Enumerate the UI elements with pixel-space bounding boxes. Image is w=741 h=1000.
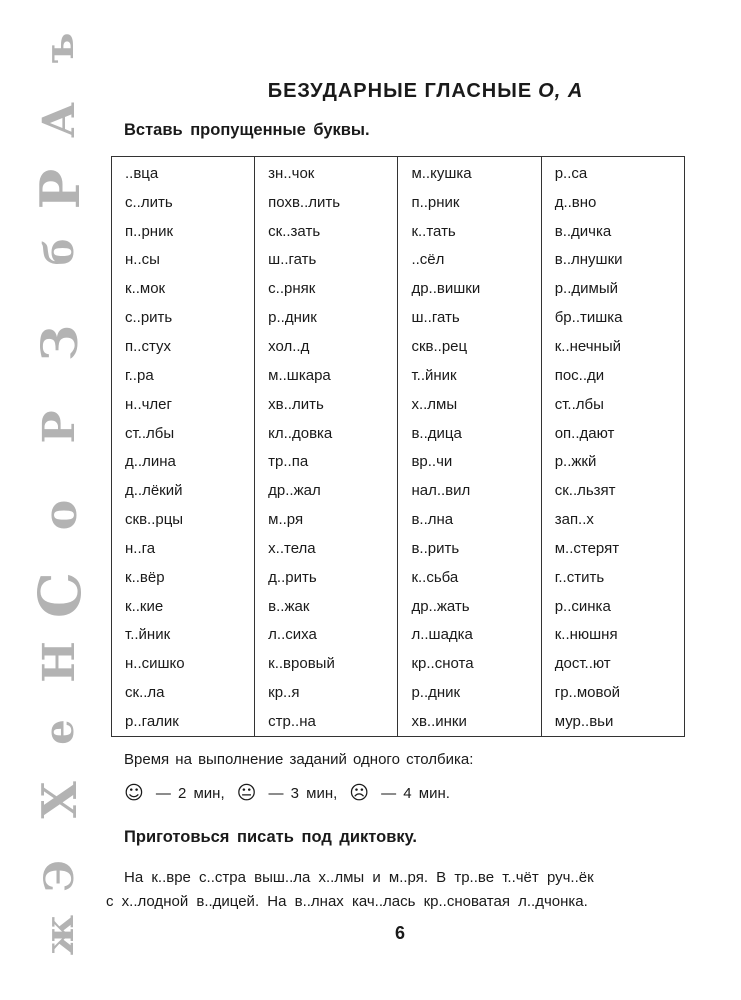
word-cell: в..лнушки <box>541 246 684 275</box>
word-cell: бр..тишка <box>541 303 684 332</box>
word-cell: р..са <box>541 157 684 188</box>
word-cell: дост..ют <box>541 649 684 678</box>
word-cell: м..кушка <box>398 157 541 188</box>
word-cell: ст..лбы <box>541 390 684 419</box>
word-cell: в..лна <box>398 505 541 534</box>
word-cell: хв..инки <box>398 707 541 736</box>
word-cell: в..жак <box>255 592 398 621</box>
word-cell: к..вровый <box>255 649 398 678</box>
word-cell: скв..рцы <box>112 505 255 534</box>
timing-value: — 3 мин, <box>268 784 338 802</box>
word-row <box>112 707 685 736</box>
word-cell: нал..вил <box>398 476 541 505</box>
word-cell: зап..х <box>541 505 684 534</box>
word-row <box>112 390 685 419</box>
word-cell: с..лить <box>112 188 255 217</box>
decor-letter: ж <box>36 914 83 956</box>
word-cell: р..дник <box>398 678 541 707</box>
decor-letter: о <box>33 499 87 531</box>
word-row <box>112 419 685 448</box>
word-cell: к..кие <box>112 592 255 621</box>
timing-row <box>124 782 462 804</box>
title-letters: О, А <box>538 80 584 102</box>
word-row <box>112 505 685 534</box>
word-row <box>112 361 685 390</box>
word-cell: кл..довка <box>255 419 398 448</box>
decor-letter: Р <box>34 410 85 444</box>
word-row <box>112 649 685 678</box>
word-row <box>112 621 685 650</box>
word-cell: с..рняк <box>255 274 398 303</box>
word-cell: р..жкй <box>541 447 684 476</box>
word-row <box>112 217 685 246</box>
word-cell: вр..чи <box>398 447 541 476</box>
decor-letter: е <box>36 719 83 745</box>
word-cell: м..ря <box>255 505 398 534</box>
word-cell: др..жать <box>398 592 541 621</box>
word-cell: кр..снота <box>398 649 541 678</box>
word-cell: т..йник <box>398 361 541 390</box>
word-cell: др..жал <box>255 476 398 505</box>
word-row <box>112 534 685 563</box>
word-cell: л..шадка <box>398 621 541 650</box>
dictation-text <box>106 866 666 914</box>
decorative-alphabet-strip <box>0 0 100 1000</box>
word-cell: ст..лбы <box>112 419 255 448</box>
word-row <box>112 246 685 275</box>
timing-value: — 2 мин, <box>155 784 225 802</box>
word-cell: тр..па <box>255 447 398 476</box>
word-cell: к..тать <box>398 217 541 246</box>
word-cell: в..дица <box>398 419 541 448</box>
dictation-line: с х..лодной в..дицей. На в..лнах кач..лась кр..сноватая л..дчонка. <box>106 893 588 910</box>
word-cell: ..сёл <box>398 246 541 275</box>
word-row <box>112 678 685 707</box>
word-cell: стр..на <box>255 707 398 736</box>
word-cell: к..мок <box>112 274 255 303</box>
decor-letter: З <box>30 324 89 362</box>
word-cell: н..сы <box>112 246 255 275</box>
word-cell: похв..лить <box>255 188 398 217</box>
word-cell: мур..вьи <box>541 707 684 736</box>
word-row <box>112 592 685 621</box>
word-cell: д..вно <box>541 188 684 217</box>
word-cell: ..вца <box>112 157 255 188</box>
word-cell: ш..гать <box>398 303 541 332</box>
word-cell: ск..зать <box>255 217 398 246</box>
word-cell: к..нечный <box>541 332 684 361</box>
decor-letter: С <box>26 571 94 619</box>
decor-letter: Э <box>36 860 83 892</box>
word-cell: хв..лить <box>255 390 398 419</box>
word-cell: ск..ла <box>112 678 255 707</box>
word-row <box>112 303 685 332</box>
word-cell: к..вёр <box>112 563 255 592</box>
word-cell: р..синка <box>541 592 684 621</box>
word-row <box>112 274 685 303</box>
word-row <box>112 188 685 217</box>
word-cell: кр..я <box>255 678 398 707</box>
decor-letter: Р <box>28 168 92 210</box>
word-cell: зн..чок <box>255 157 398 188</box>
word-cell: п..рник <box>112 217 255 246</box>
word-cell: н..сишко <box>112 649 255 678</box>
word-cell: в..рить <box>398 534 541 563</box>
decor-letter: А <box>34 102 85 138</box>
word-cell: т..йник <box>112 621 255 650</box>
word-row <box>112 476 685 505</box>
word-cell: м..шкара <box>255 361 398 390</box>
word-cell: д..лёкий <box>112 476 255 505</box>
word-row <box>112 563 685 592</box>
word-row <box>112 447 685 476</box>
word-cell: с..рить <box>112 303 255 332</box>
word-cell: д..лина <box>112 447 255 476</box>
word-cell: п..рник <box>398 188 541 217</box>
word-table <box>111 156 685 737</box>
word-cell: к..сьба <box>398 563 541 592</box>
word-cell: оп..дают <box>541 419 684 448</box>
word-cell: ш..гать <box>255 246 398 275</box>
page-title: БЕЗУДАРНЫЕ ГЛАСНЫЕ О, А <box>267 80 584 102</box>
dictation-heading: Приготовься писать под диктовку. <box>124 828 417 846</box>
word-cell: н..члег <box>112 390 255 419</box>
word-cell: л..сиха <box>255 621 398 650</box>
decor-letter: Н <box>34 641 85 683</box>
word-row <box>112 332 685 361</box>
dictation-line: На к..вре с..стра выш..ла х..лмы и м..ря. В тр..ве т..чёт руч..ёк <box>124 869 594 886</box>
word-cell: х..лмы <box>398 390 541 419</box>
decor-letter: б <box>36 238 83 266</box>
word-cell: пос..ди <box>541 361 684 390</box>
word-cell: м..стерят <box>541 534 684 563</box>
decor-letter: Х <box>32 781 88 819</box>
word-row <box>112 157 685 188</box>
page-number: 6 <box>394 923 405 943</box>
word-cell: хол..д <box>255 332 398 361</box>
word-cell: др..вишки <box>398 274 541 303</box>
word-cell: ск..льзят <box>541 476 684 505</box>
word-cell: н..га <box>112 534 255 563</box>
instruction-heading: Вставь пропущенные буквы. <box>124 121 370 139</box>
word-cell: р..галик <box>112 707 255 736</box>
word-cell: г..стить <box>541 563 684 592</box>
decor-letter: ъ <box>36 32 83 64</box>
timing-value: — 4 мин. <box>381 784 450 802</box>
word-cell: г..ра <box>112 361 255 390</box>
time-note: Время на выполнение заданий одного столбика: <box>124 751 474 768</box>
word-cell: п..стух <box>112 332 255 361</box>
word-cell: х..тела <box>255 534 398 563</box>
word-cell: в..дичка <box>541 217 684 246</box>
word-cell: д..рить <box>255 563 398 592</box>
smile-face-icon: ☺ <box>124 782 144 804</box>
word-cell: р..димый <box>541 274 684 303</box>
word-cell: к..нюшня <box>541 621 684 650</box>
word-cell: гр..мовой <box>541 678 684 707</box>
word-cell: скв..рец <box>398 332 541 361</box>
word-cell: р..дник <box>255 303 398 332</box>
sad-face-icon: ☹ <box>349 782 370 804</box>
neutral-face-icon: 😐 <box>236 782 257 804</box>
